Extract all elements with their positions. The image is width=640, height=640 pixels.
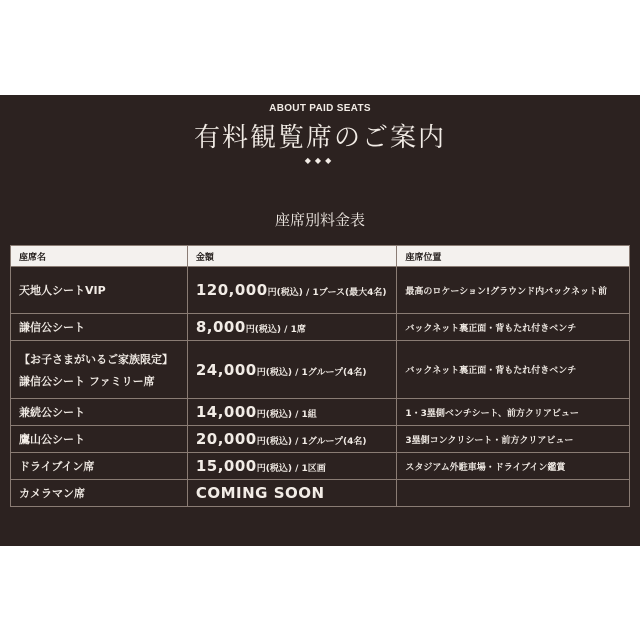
price-amount: 14,000: [195, 403, 257, 421]
seat-name-line: 鷹山公シート: [19, 433, 85, 446]
price-cell: [187, 314, 396, 341]
table-row: [11, 341, 630, 399]
location-cell: [397, 480, 630, 507]
price-amount: 24,000: [195, 360, 257, 379]
price-amount: 8,000: [195, 318, 246, 336]
seat-name-line: ドライブイン席: [19, 460, 95, 473]
table-row: [11, 480, 630, 507]
table-row: [11, 399, 630, 426]
seat-name-line: 謙信公シート: [19, 321, 85, 334]
table-row: [11, 426, 630, 453]
header-seat-name: 座席名: [11, 246, 188, 267]
price-unit: 円(税込) / 1席: [245, 325, 306, 335]
price-amount: 20,000: [195, 430, 257, 448]
price-cell: [187, 453, 396, 480]
price-table: [10, 245, 630, 507]
price-cell: [187, 267, 396, 314]
diamond-ornament-icon: ◆◆◆: [304, 156, 336, 165]
seat-name-cell: [11, 267, 188, 314]
price-cell: [187, 480, 396, 507]
price-cell: [187, 426, 396, 453]
seat-name-line: 天地人シートVIP: [19, 284, 106, 297]
seat-name-cell: [11, 314, 188, 341]
price-table-title: 座席別料金表: [274, 211, 365, 229]
price-amount: 15,000: [195, 457, 257, 475]
location-cell: 最高のロケーション!グラウンド内バックネット前: [397, 267, 630, 314]
seat-name-cell: [11, 453, 188, 480]
seat-name-line: 謙信公シート ファミリー席: [19, 374, 155, 388]
section-eyebrow: ABOUT PAID SEATS: [269, 103, 371, 114]
price-unit: 円(税込) / 1グループ(4名): [256, 437, 367, 447]
seat-name-cell: [11, 341, 188, 399]
price-unit: 円(税込) / 1ブース(最大4名): [267, 288, 387, 298]
table-row: [11, 453, 630, 480]
price-amount: COMING SOON: [195, 484, 325, 502]
price-cell: [187, 341, 396, 399]
price-unit: 円(税込) / 1グループ(4名): [256, 367, 367, 378]
price-amount: 120,000: [195, 281, 268, 299]
table-body: [11, 267, 630, 507]
seat-name-cell: [11, 426, 188, 453]
price-unit: 円(税込) / 1区画: [256, 464, 326, 474]
page-title: 有料観覧席のご案内: [193, 123, 446, 153]
price-unit: 円(税込) / 1組: [256, 410, 317, 420]
seat-name-line: 【お子さまがいるご家族限定】: [19, 352, 173, 366]
seat-name-cell: [11, 480, 188, 507]
table-header-row: [11, 246, 630, 267]
table-row: [11, 314, 630, 341]
price-cell: [187, 399, 396, 426]
location-cell: 1・3塁側ベンチシート、前方クリアビュー: [397, 399, 630, 426]
location-cell: 3塁側コンクリシート・前方クリアビュー: [397, 426, 630, 453]
location-cell: バックネット裏正面・背もたれ付きベンチ: [397, 341, 630, 399]
seat-name-cell: [11, 399, 188, 426]
seat-name-line: カメラマン席: [19, 487, 85, 500]
location-cell: スタジアム外駐車場・ドライブイン鑑賞: [397, 453, 630, 480]
table-row: [11, 267, 630, 314]
location-cell: バックネット裏正面・背もたれ付きベンチ: [397, 314, 630, 341]
header-price: 金額: [187, 246, 396, 267]
header-location: 座席位置: [397, 246, 630, 267]
paid-seats-section: [0, 95, 640, 546]
seat-name-line: 兼続公シート: [19, 406, 85, 419]
